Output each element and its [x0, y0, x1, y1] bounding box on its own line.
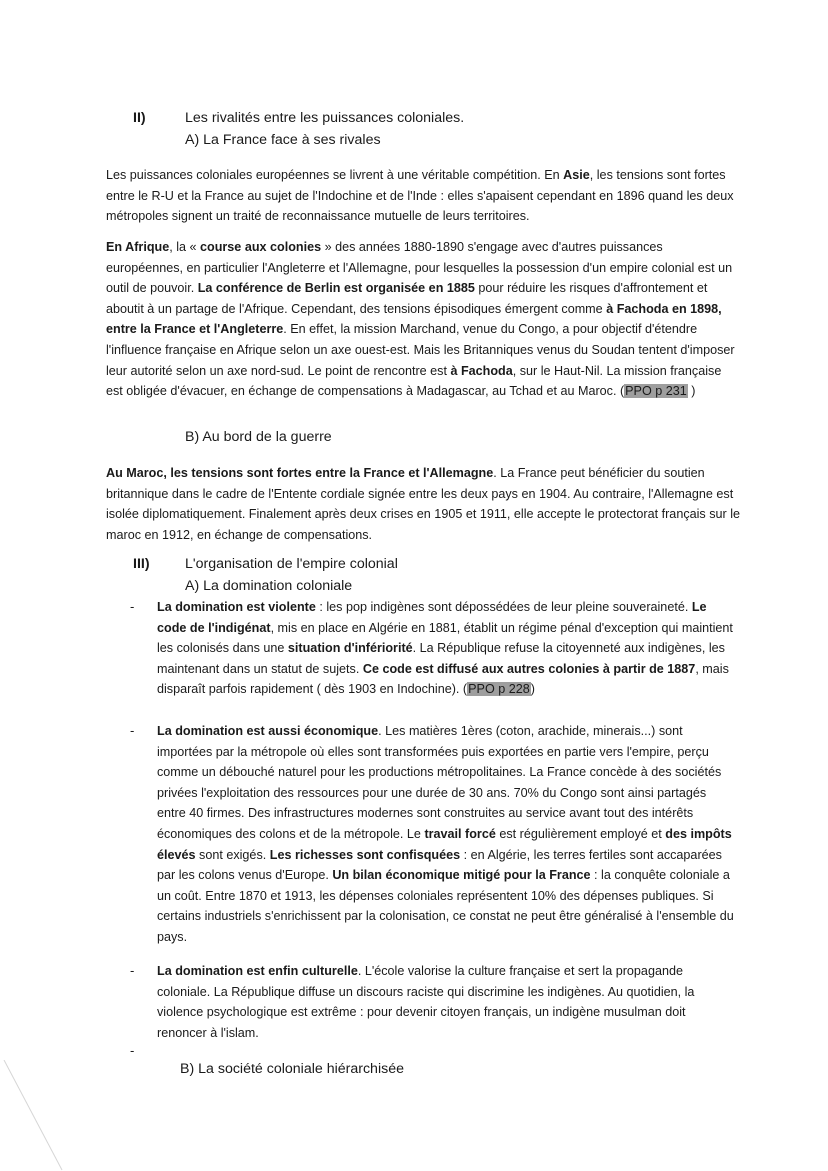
bold-text-run: La domination est aussi économique [157, 724, 379, 738]
bold-text-run: Asie [563, 168, 590, 182]
bullet-3-text [157, 961, 737, 1043]
bullet-1-text [157, 597, 737, 700]
page-reference-highlight: PPO p 228 [468, 682, 530, 697]
bold-text-run: situation d'infériorité [287, 641, 413, 656]
section-2-subheading-a: A) La France face à ses rivales [185, 132, 381, 148]
section-2-subheading-b: B) Au bord de la guerre [185, 429, 332, 445]
section-2-paragraph-3 [106, 463, 740, 545]
text-run: , mis en place en Algérie en 1881, établit un régime pénal d'exception qui maintient les colonisés dans une [157, 620, 733, 656]
text-run: Les puissances coloniales européennes se livrent à une véritable compétition. En [106, 168, 564, 182]
scan-artifact-line [0, 1060, 70, 1171]
text-run: » des années 1880-1890 s'engage avec d'autres puissances européennes, en particulier l'Angleterre et l'Allemagne, pour lesquelles la possession d'un empire colonial est un outil de pouvoir. [106, 240, 733, 296]
bullet-2-text [157, 721, 737, 948]
bold-text-run: à Fachoda [450, 363, 513, 378]
text-run: ) [687, 384, 696, 399]
text-run: , sur le Haut-Nil. La mission française est obligée d'évacuer, en échange de compensations à Madagascar, au Tchad et au Maroc. ( [106, 363, 722, 399]
bold-text-run: des impôts élevés [157, 826, 732, 862]
section-2-paragraph-2 [106, 237, 740, 402]
bold-text-run: Au Maroc, les tensions sont fortes entre la France et l'Allemagne [106, 466, 494, 480]
bullet-4-dash: - [130, 1043, 135, 1058]
text-run: , les tensions sont fortes entre le R-U et la France au sujet de l'Indochine et de l'Inde : elles s'apaisent cependant en 1896 quand les deux métropoles signent un traité de reconnaissance mutuelle de leurs territoires. [106, 168, 734, 224]
bold-text-run: La domination est violente [157, 600, 316, 614]
text-run: ) [530, 682, 535, 697]
bold-text-run: travail forcé [424, 826, 496, 841]
text-run: sont exigés. [195, 847, 270, 862]
text-run: , mais disparaît parfois rapidement ( dès 1903 en Indochine). ( [157, 661, 729, 697]
bold-text-run: Les richesses sont confisquées [269, 847, 461, 862]
bold-text-run: La conférence de Berlin est organisée en 1885 [197, 281, 475, 296]
page-reference-highlight: PPO p 231 [625, 384, 687, 399]
section-3-subheading-b: B) La société coloniale hiérarchisée [180, 1061, 404, 1077]
section-2-number: II) [133, 110, 146, 126]
text-run: : la conquête coloniale a un coût. Entre 1870 et 1913, les dépenses coloniales représentent 10% des dépenses publiques. Si certains industriels s'enrichissent par la colonisation, ce constat ne peut être généralisé à l'ensemble du pays. [157, 868, 734, 944]
text-run: pour réduire les risques d'affrontement et aboutit à un partage de l'Afrique. Cependant, des tensions épisodiques émergent comme [106, 281, 708, 316]
bullet-3-dash: - [130, 963, 135, 978]
text-run: : les pop indigènes sont dépossédées de leur pleine souveraineté. [315, 600, 692, 614]
section-2-title: Les rivalités entre les puissances coloniales. [185, 110, 465, 126]
bold-text-run: La domination est enfin culturelle [157, 964, 358, 978]
text-run: . En effet, la mission Marchand, venue du Congo, a pour objectif d'étendre l'influence française en Afrique selon un axe ouest-est. Mais les Britanniques venus du Soudan tentent d'imposer leur autorité selon un axe nord-sud. Le point de rencontre est [106, 322, 735, 378]
text-run: : en Algérie, les terres fertiles sont accaparées par les colons venus d'Europe. [157, 847, 722, 883]
text-run: . La France peut bénéficier du soutien britannique dans le cadre de l'Entente cordiale signée entre les deux pays en 1904. Au contraire, l'Allemagne est isolée diplomatiquement. Finalement après deux crises en 1905 et 1911, elle accepte le protectorat français sur le maroc en 1912, en échange de compensations. [106, 466, 741, 542]
text-run: . Les matières 1ères (coton, arachide, minerais...) sont importées par la métropole où elles sont transformées puis exportées en partie vers l'empire, perçu comme un débouché naturel pour les productions métropolitaines. La France concède à des sociétés privées l'exploitation des ressources pour une durée de 30 ans. 70% du Congo sont ainsi partagés entre 40 firmes. Des infrastructures modernes sont construites au service avant tout des intérêts économiques des colons et de la métropole. Le [157, 724, 722, 841]
bold-text-run: Un bilan économique mitigé pour la France [332, 868, 591, 883]
text-run: . La République refuse la citoyenneté aux indigènes, les maintenant dans un statut de sujets. [157, 641, 725, 676]
bold-text-run: Ce code est diffusé aux autres colonies à partir de 1887 [362, 661, 696, 676]
text-run: , la « [169, 240, 201, 254]
text-run: est régulièrement employé et [495, 826, 666, 841]
bullet-1-dash: - [130, 599, 135, 614]
section-2-paragraph-1 [106, 165, 740, 227]
section-3-number: III) [133, 556, 150, 572]
text-run: . L'école valorise la culture française et sert la propagande coloniale. La République diffuse un discours raciste qui discrimine les indigènes. Au quotidien, la violence psychologique est extrême : pour devenir citoyen français, un indigène musulman doit renoncer à l'islam. [157, 964, 695, 1040]
section-3-title: L'organisation de l'empire colonial [185, 556, 398, 572]
bold-text-run: à Fachoda en 1898, entre la France et l'Angleterre [106, 301, 722, 337]
section-3-subheading-a: A) La domination coloniale [185, 578, 353, 594]
bullet-2-dash: - [130, 723, 135, 738]
bold-text-run: Le code de l'indigénat [157, 600, 707, 635]
bold-text-run: course aux colonies [200, 240, 322, 254]
bold-text-run: En Afrique [106, 240, 170, 254]
